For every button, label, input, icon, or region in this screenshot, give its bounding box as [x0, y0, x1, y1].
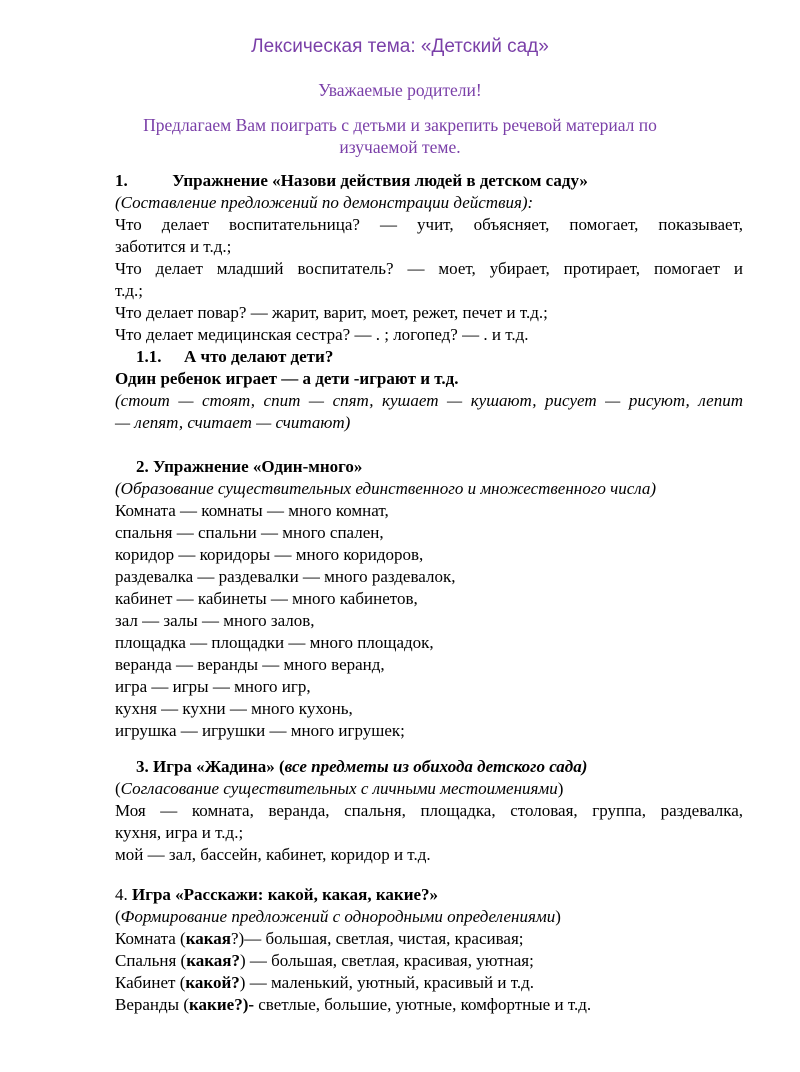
- paren-close: ): [555, 907, 561, 926]
- section-3-heading: [136, 756, 587, 778]
- section-1-heading: [115, 170, 588, 192]
- section-3-note: [115, 778, 563, 800]
- line-text: светлые, большие, уютные, комфортные и т.д.: [254, 995, 592, 1014]
- section-1-title: Упражнение «Назови действия людей в детском саду»: [172, 171, 588, 190]
- list-item: зал — залы — много залов,: [115, 611, 315, 630]
- line-text: Кабинет (: [115, 973, 186, 992]
- section-4-title: Игра «Расскажи: какой, какая, какие?»: [132, 885, 439, 904]
- greeting: Уважаемые родители!: [318, 80, 482, 100]
- paren-open: (: [115, 779, 121, 798]
- section-4-note: [115, 906, 561, 928]
- line-text: Спальня (: [115, 951, 187, 970]
- subsection-1-1-number: 1.1.: [136, 347, 162, 366]
- invitation-line-1: Предлагаем Вам поиграть с детьми и закрепить речевой материал по: [143, 115, 657, 135]
- section-4-line: [115, 972, 534, 994]
- list-item: игра — игры — много игр,: [115, 677, 311, 696]
- section-4-line: [115, 928, 524, 950]
- list-item: кабинет — кабинеты — много кабинетов,: [115, 589, 418, 608]
- subsection-1-1-note: (стоит — стоят, спит — спят, кушает — кушают, рисует — рисуют, лепит: [115, 391, 743, 410]
- section-4-note-text: Формирование предложений с однородными определениями: [120, 907, 556, 926]
- section-1-line: Что делает повар? — жарит, варит, моет, режет, печет и т.д.;: [115, 303, 548, 322]
- line-text: ?)— большая, светлая, чистая, красивая;: [231, 929, 524, 948]
- question-word: какая?: [186, 951, 240, 970]
- section-4-line: [115, 950, 534, 972]
- section-2-note: (Образование существительных единственного и множественного числа): [115, 479, 657, 498]
- subsection-1-1-title: А что делают дети?: [184, 347, 334, 366]
- list-item: раздевалка — раздевалки — много раздевалок,: [115, 567, 456, 586]
- section-3-line: кухня, игра и т.д.;: [115, 823, 244, 842]
- section-1-number: 1.: [115, 171, 128, 190]
- section-1-line: заботится и т.д.;: [115, 237, 232, 256]
- section-2-heading: 2. Упражнение «Один-много»: [136, 457, 363, 476]
- line-text: ) — большая, светлая, красивая, уютная;: [239, 951, 534, 970]
- section-1-line: Что делает младший воспитатель? — моет, убирает, протирает, помогает и: [115, 259, 743, 278]
- list-item: коридор — коридоры — много коридоров,: [115, 545, 424, 564]
- section-3-title-italic: все предметы из обихода детского сада): [284, 757, 588, 776]
- list-item: кухня — кухни — много кухонь,: [115, 699, 353, 718]
- question-word: какие?)-: [189, 995, 255, 1014]
- section-4-heading: [115, 884, 438, 906]
- section-3-line: мой — зал, бассейн, кабинет, коридор и т.д.: [115, 845, 431, 864]
- section-4-line: [115, 994, 591, 1016]
- subsection-1-1-example: Один ребенок играет — а дети -играют и т.д.: [115, 369, 459, 388]
- subsection-1-1-heading: [136, 346, 333, 368]
- line-text: Комната (: [115, 929, 186, 948]
- subsection-1-1-note: — лепят, считает — считают): [115, 413, 351, 432]
- section-4-number: 4.: [115, 885, 132, 904]
- line-text: ) — маленький, уютный, красивый и т.д.: [239, 973, 535, 992]
- line-text: Веранды (: [115, 995, 190, 1014]
- section-1-line: т.д.;: [115, 281, 144, 300]
- list-item: веранда — веранды — много веранд,: [115, 655, 385, 674]
- paren-close: ): [557, 779, 564, 798]
- paren-open: (: [115, 907, 121, 926]
- invitation-line-2: изучаемой теме.: [339, 137, 461, 157]
- section-3-note-text: Согласование существительных с личными местоимениями: [120, 779, 558, 798]
- list-item: игрушка — игрушки — много игрушек;: [115, 721, 405, 740]
- section-1-line: Что делает медицинская сестра? — . ; логопед? — . и т.д.: [115, 325, 529, 344]
- question-word: какой?: [185, 973, 240, 992]
- section-1-line: Что делает воспитательница? — учит, объясняет, помогает, показывает,: [115, 215, 743, 234]
- list-item: площадка — площадки — много площадок,: [115, 633, 434, 652]
- question-word: какая: [185, 929, 232, 948]
- invitation: [0, 114, 800, 158]
- section-3-title: 3. Игра «Жадина» (: [136, 757, 285, 776]
- section-3-line: Моя — комната, веранда, спальня, площадка, столовая, группа, раздевалка,: [115, 801, 743, 820]
- list-item: Комната — комнаты — много комнат,: [115, 501, 389, 520]
- section-1-note: (Составление предложений по демонстрации действия):: [115, 193, 534, 212]
- list-item: спальня — спальни — много спален,: [115, 523, 384, 542]
- page-title: Лексическая тема: «Детский сад»: [251, 36, 549, 57]
